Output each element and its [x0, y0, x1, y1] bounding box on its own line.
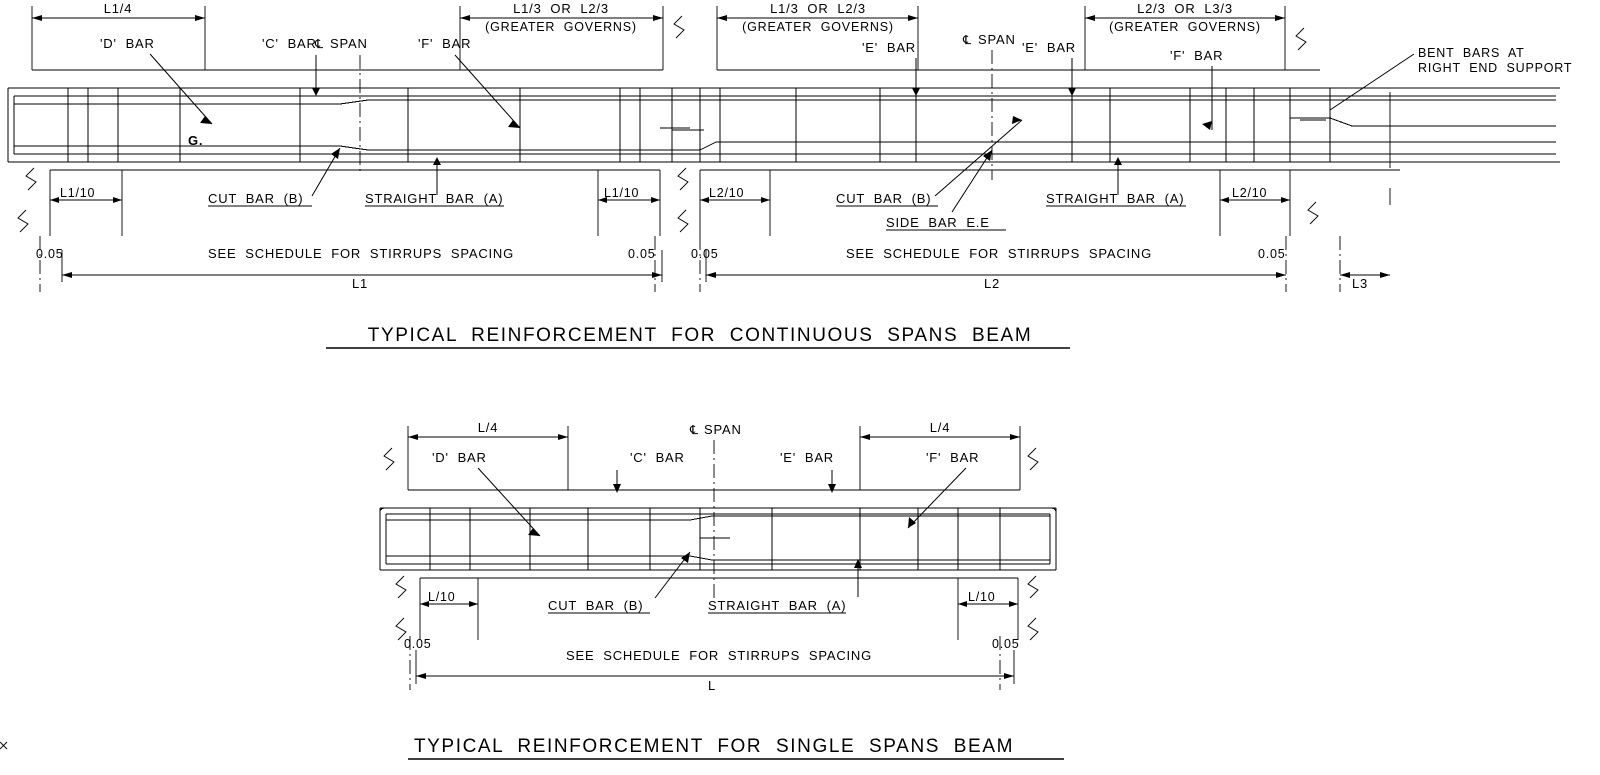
dim-l2-10-right: [1220, 170, 1290, 236]
dim-label: L2/10: [709, 186, 745, 200]
dim-l-10-left: [420, 578, 478, 640]
break-symbol: [674, 16, 684, 38]
dim-label: L/4: [477, 420, 499, 435]
dim-label: L1/3 OR L2/3: [513, 1, 609, 16]
note-straight-bar: STRAIGHT BAR (A): [708, 598, 847, 613]
note-line-2: RIGHT END SUPPORT: [1418, 61, 1573, 75]
cl-label: SPAN: [978, 32, 1016, 47]
break-symbol: [26, 168, 36, 190]
break-symbol: [1028, 576, 1038, 598]
dim-l-10-right: [958, 578, 1018, 640]
dim-l1-10-left: [50, 170, 122, 236]
break-symbol: [384, 448, 394, 470]
cl-symbol: ℄: [315, 37, 324, 51]
dim-note: (GREATER GOVERNS): [1109, 20, 1261, 34]
bar-label-e: 'E' BAR: [780, 450, 834, 465]
cover-dim: 0.05: [36, 247, 64, 261]
stirrup-note-2: SEE SCHEDULE FOR STIRRUPS SPACING: [846, 246, 1153, 261]
dim-label: L2: [984, 276, 1001, 291]
break-symbol: [1296, 28, 1306, 50]
note-cut-bar-2: CUT BAR (B): [836, 191, 932, 206]
note-line-1: BENT BARS AT: [1418, 46, 1525, 60]
cl-symbol: ℄: [963, 33, 972, 47]
dim-label: L1/3 OR L2/3: [770, 1, 866, 16]
dim-span-l1: [62, 272, 662, 291]
bar-label-e1: 'E' BAR: [862, 40, 916, 55]
note-side-bar: SIDE BAR E.E: [886, 215, 990, 230]
dim-label: L3: [1352, 276, 1369, 291]
bar-label-d: 'D' BAR: [432, 450, 487, 465]
title-text: TYPICAL REINFORCEMENT FOR CONTINUOUS SPANS BEAM: [367, 325, 1033, 346]
section-mark: G.: [188, 133, 204, 148]
note-straight-bar-1: STRAIGHT BAR (A): [365, 191, 504, 206]
bar-label-c: 'C' BAR: [630, 450, 685, 465]
bar-label-f: 'F' BAR: [926, 450, 980, 465]
cover-dim: 0.05: [628, 247, 656, 261]
note-straight-bar-2: STRAIGHT BAR (A): [1046, 191, 1185, 206]
beam-body-single: [380, 508, 1056, 570]
dim-l2-10-left: [700, 170, 770, 236]
dim-note: (GREATER GOVERNS): [485, 20, 637, 34]
dim-l1-3-or-l2-3-b: [717, 1, 918, 70]
dim-label: L: [708, 678, 717, 693]
single-centerline: [689, 422, 742, 600]
cover-dim: 0.05: [992, 637, 1020, 651]
bar-label-f2: 'F' BAR: [1170, 48, 1224, 63]
cl-symbol: ℄: [690, 423, 699, 437]
dim-label: L/10: [428, 590, 456, 604]
cover-dim: 0.05: [404, 637, 432, 651]
continuous-beam-detail: [8, 1, 1572, 348]
note-cut-bar: CUT BAR (B): [548, 598, 644, 613]
dim-label: L/10: [968, 590, 996, 604]
dim-label: L1/10: [604, 186, 640, 200]
title-text: TYPICAL REINFORCEMENT FOR SINGLE SPANS BEAM: [413, 736, 1015, 757]
stirrup-note-1: SEE SCHEDULE FOR STIRRUPS SPACING: [208, 246, 515, 261]
break-symbol: [1028, 618, 1038, 640]
bar-label-f1: 'F' BAR: [418, 36, 472, 51]
dim-label: L/4: [929, 420, 951, 435]
bar-label-d: 'D' BAR: [100, 36, 155, 51]
beam-body-continuous: [8, 88, 1560, 162]
dim-l1-10-right: [598, 170, 660, 236]
leader-lines: [150, 54, 1212, 212]
dim-note: (GREATER GOVERNS): [742, 20, 894, 34]
bar-label-e2: 'E' BAR: [1022, 40, 1076, 55]
cover-dim: 0.05: [1258, 247, 1286, 261]
dim-label: L2/10: [1232, 186, 1268, 200]
break-symbol: [678, 210, 688, 232]
bar-label-c: 'C' BAR: [262, 36, 317, 51]
single-beam-detail: [0, 420, 1064, 759]
break-symbol: [1308, 202, 1318, 224]
break-symbol: [18, 210, 28, 232]
stirrup-note: SEE SCHEDULE FOR STIRRUPS SPACING: [566, 648, 873, 663]
dim-l1-3-or-l2-3-a: [460, 1, 663, 70]
dim-label: L1/4: [103, 1, 133, 16]
continuous-title: [326, 325, 1070, 348]
single-title: [408, 736, 1064, 759]
dim-label: L2/3 OR L3/3: [1137, 1, 1233, 16]
note-cut-bar-1: CUT BAR (B): [208, 191, 304, 206]
cl-label: SPAN: [704, 422, 742, 437]
break-symbol: [396, 576, 406, 598]
corner-mark: [0, 742, 7, 749]
dim-label: L1: [352, 276, 369, 291]
cl-label: SPAN: [330, 36, 368, 51]
cover-dim: 0.05: [691, 247, 719, 261]
leader-lines-single: [478, 468, 966, 598]
dim-label: L1/10: [60, 186, 96, 200]
dim-span-l3: [1340, 272, 1390, 291]
break-symbol: [678, 168, 688, 190]
break-symbol: [1028, 448, 1038, 470]
dim-span-l2: [706, 272, 1286, 291]
